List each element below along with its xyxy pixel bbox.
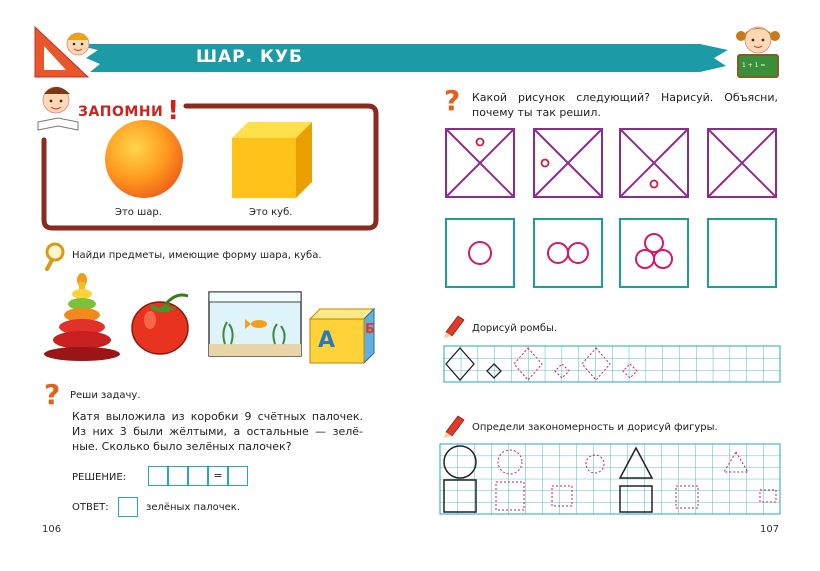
- shapes-grid[interactable]: [440, 444, 780, 514]
- toy-cube-letter-a: А: [318, 328, 336, 353]
- problem-prompt: Реши задачу.: [70, 390, 141, 401]
- solution-cell-2[interactable]: [168, 466, 188, 486]
- remember-word: ЗАПОМНИ: [78, 104, 164, 120]
- cube-caption: Это куб.: [249, 207, 293, 218]
- remember-exclaim: !: [167, 96, 180, 126]
- solution-label: РЕШЕНИЕ:: [72, 472, 127, 483]
- pattern-grid: [440, 125, 780, 295]
- answer-label: ОТВЕТ:: [72, 502, 109, 513]
- solution-result-cell[interactable]: [228, 466, 248, 486]
- page-title: ШАР. КУБ: [196, 47, 303, 67]
- toy-cube-letter-b: Б: [365, 322, 375, 337]
- aquarium-image: [205, 288, 305, 360]
- answer-cell[interactable]: [118, 497, 138, 517]
- solution-cell-1[interactable]: [148, 466, 168, 486]
- find-prompt: Найди предметы, имеющие форму шара, куба.: [72, 250, 322, 261]
- solution-equals-cell: [208, 466, 228, 486]
- page-number-right: 107: [760, 524, 780, 535]
- question-mark-icon: ?: [444, 84, 461, 117]
- chalkboard-text: 1 + 1 =: [742, 62, 766, 69]
- tomato-image: [128, 290, 196, 358]
- rhombus-grid[interactable]: [444, 346, 780, 382]
- problem-text: Катя выложила из коробки 9 счётных палочек. Из них 3 были жёлтыми, а остальные — зелё-ные. Сколько было зелёных палочек?: [72, 410, 363, 453]
- page-number-left: 106: [42, 524, 62, 535]
- pencil-icon: [442, 312, 466, 336]
- question-mark-icon: ?: [44, 378, 61, 411]
- sphere-caption: Это шар.: [115, 207, 162, 218]
- shapes-prompt: Определи закономерность и дорисуй фигуры.: [472, 422, 718, 433]
- cube-image: [230, 118, 320, 208]
- magnifier-icon: [44, 242, 66, 270]
- pattern-prompt: Какой рисунок следующий? Нарисуй. Объясни, почему ты так решил.: [472, 91, 778, 119]
- remember-label: [78, 96, 180, 126]
- kid-reading-icon: [36, 82, 82, 132]
- girl-chalkboard-icon: [730, 22, 790, 82]
- rhombus-prompt: Дорисуй ромбы.: [472, 323, 558, 334]
- solution-cell-3[interactable]: [188, 466, 208, 486]
- equals-sign: =: [213, 469, 223, 482]
- pencil-icon: [442, 412, 466, 436]
- answer-suffix: зелёных палочек.: [146, 502, 240, 513]
- pyramid-toy-image: [40, 272, 124, 362]
- sphere-image: [105, 120, 183, 198]
